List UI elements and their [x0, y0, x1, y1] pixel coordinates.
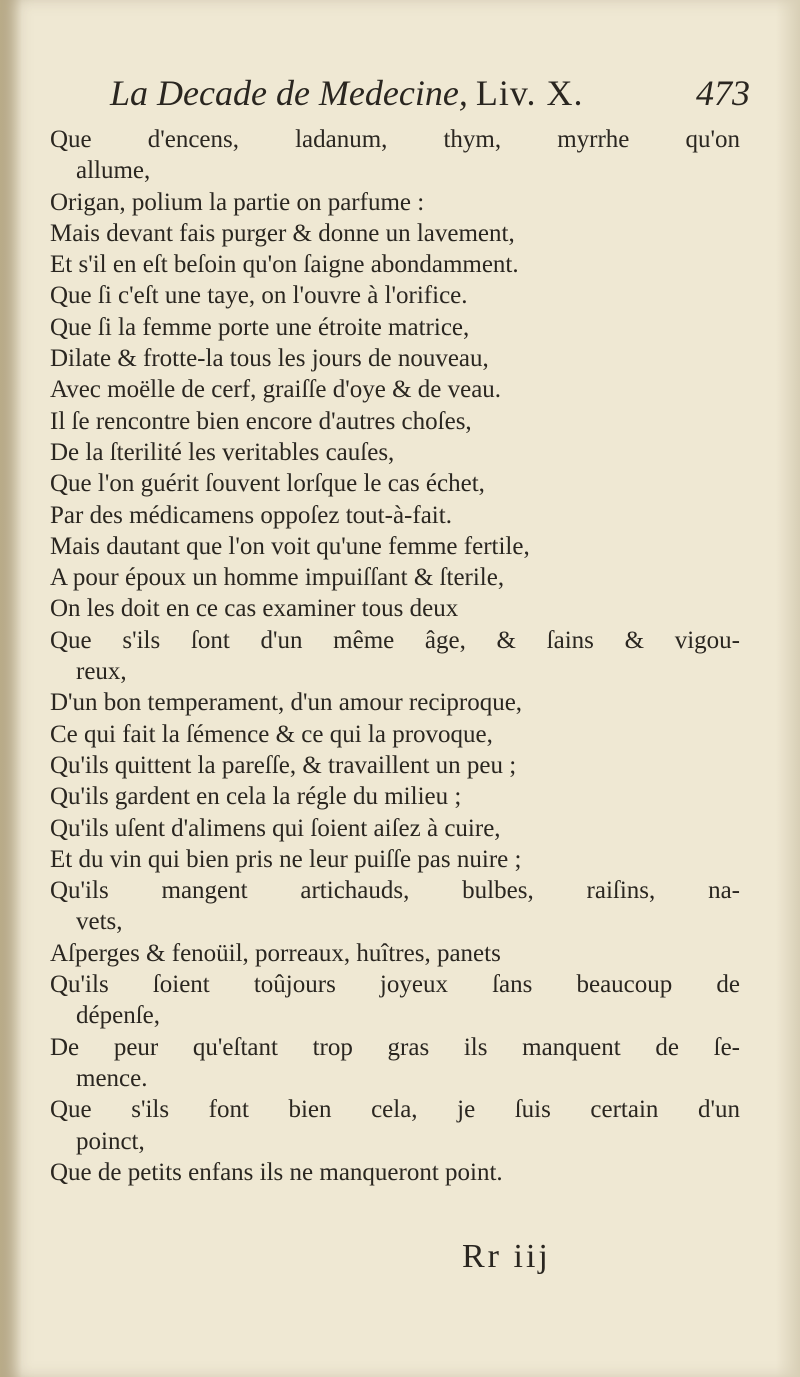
- verse-line: Avec moëlle de cerf, graiſſe d'oye & de veau.: [50, 376, 502, 404]
- verse-line: Qu'ils uſent d'alimens qui ſoient aiſez à cuire,: [50, 814, 501, 842]
- verse-line: Dilate & frotte-la tous les jours de nouveau,: [50, 345, 489, 373]
- verse-line: poinct,: [76, 1127, 145, 1155]
- verse-line: Qu'ils quittent la pareſſe, & travaillent un peu ;: [50, 751, 517, 779]
- verse-line: De peur qu'eſtant trop gras ils manquent de ſe-: [50, 1033, 740, 1061]
- verse-line: Qu'ils ſoient toûjours joyeux ſans beaucoup de: [50, 971, 740, 999]
- verse-line: vets,: [76, 908, 123, 936]
- verse-line: Que d'encens, ladanum, thym, myrrhe qu'on: [50, 126, 740, 153]
- signature-mark: Rr iij: [462, 1238, 551, 1275]
- verse-line: On les doit en ce cas examiner tous deux: [50, 595, 459, 623]
- verse-line: Qu'ils gardent en cela la régle du milieu ;: [50, 783, 462, 811]
- verse-line: Mais devant fais purger & donne un lavement,: [50, 219, 515, 247]
- verse-line: Par des médicamens oppoſez tout-à-fait.: [50, 501, 452, 529]
- verse-line: Qu'ils mangent artichauds, bulbes, raiſins, na-: [50, 877, 740, 905]
- verse-line: Et s'il en eſt beſoin qu'on ſaigne abondamment.: [50, 251, 519, 279]
- book-number: Liv. X.: [475, 73, 584, 113]
- verse-line: Que s'ils font bien cela, je ſuis certain d'un: [50, 1096, 740, 1124]
- verse-line: mence.: [76, 1064, 148, 1092]
- verse-line: allume,: [76, 157, 151, 185]
- verse-line: De la ſterilité les veritables cauſes,: [50, 438, 395, 466]
- running-title: La Decade de Medecine,: [110, 73, 468, 113]
- verse-line: dépenſe,: [76, 1002, 160, 1030]
- verse-line: Que s'ils ſont d'un même âge, & ſains & vigou-: [50, 626, 740, 654]
- verse-line: Que ſi c'eſt une taye, on l'ouvre à l'orifice.: [50, 282, 468, 310]
- verse-line: Que de petits enfans ils ne manqueront point.: [50, 1158, 503, 1186]
- page-edge: [776, 0, 800, 1377]
- verse-line: Ce qui fait la ſémence & ce qui la provoque,: [50, 720, 493, 748]
- verse-line: Que l'on guérit ſouvent lorſque le cas échet,: [50, 470, 485, 498]
- verse-line: Il ſe rencontre bien encore d'autres choſes,: [50, 407, 472, 435]
- verse-line: Et du vin qui bien pris ne leur puiſſe pas nuire ;: [50, 845, 522, 873]
- page-gutter-shadow: [0, 0, 22, 1377]
- page-number: 473: [696, 73, 750, 113]
- verse-line: reux,: [76, 658, 127, 686]
- verse-line: Aſperges & fenoüil, porreaux, huîtres, panets: [50, 939, 501, 967]
- verse-line: A pour époux un homme impuiſſant & ſterile,: [50, 564, 505, 592]
- verse-line: Origan, polium la partie on parfume :: [50, 188, 425, 216]
- running-header: [110, 72, 750, 126]
- verse-line: D'un bon temperament, d'un amour reciproque,: [50, 689, 523, 717]
- verse-line: Que ſi la femme porte une étroite matrice,: [50, 313, 470, 341]
- verse-block: [50, 124, 740, 1188]
- verse-line: Mais dautant que l'on voit qu'une femme fertile,: [50, 532, 530, 560]
